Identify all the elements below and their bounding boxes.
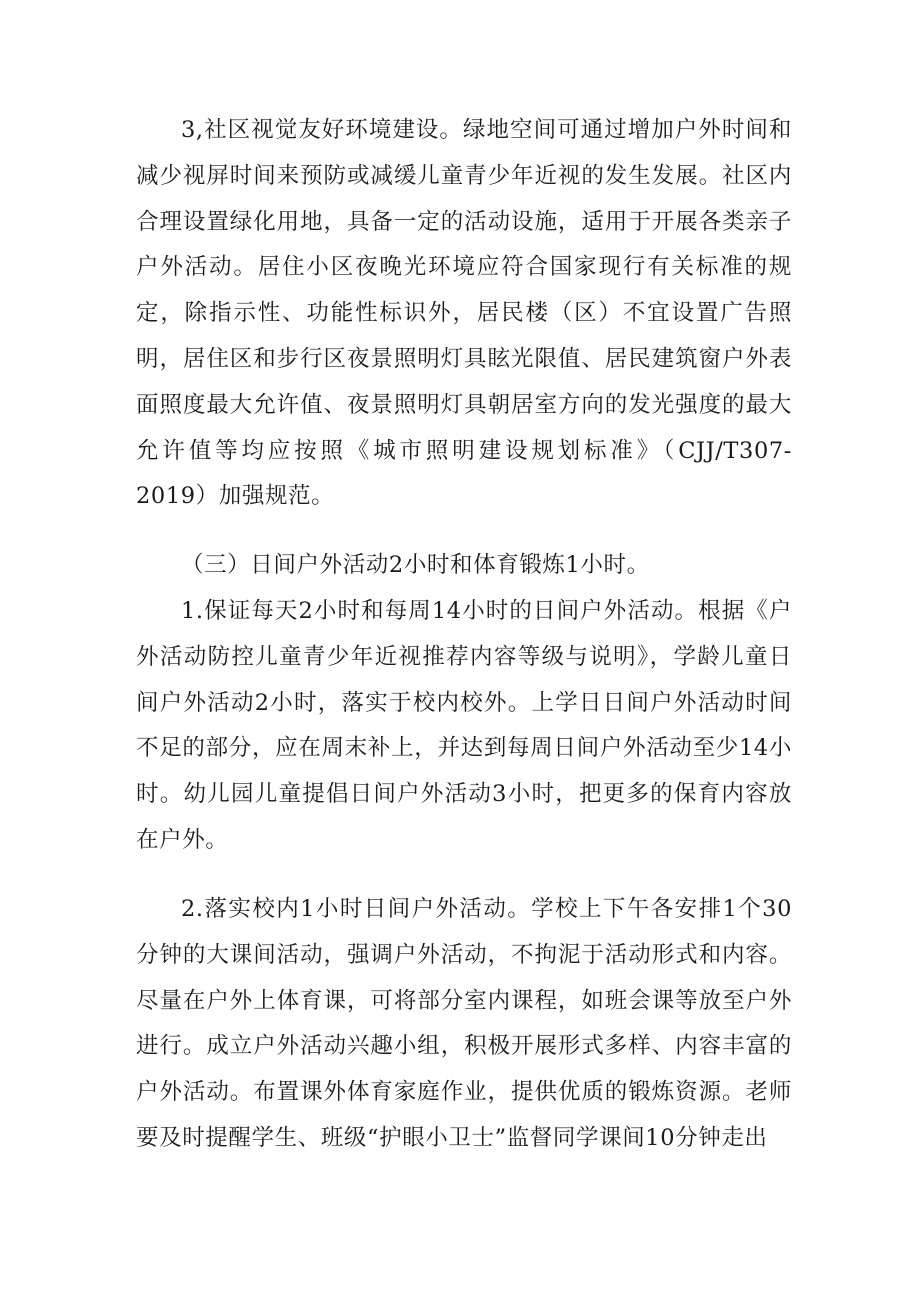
section-heading-outdoor-activity: （三）日间户外活动2小时和体育锻炼1小时。 — [181, 552, 650, 578]
paragraph-community-visual-environment: 3,社区视觉友好环境建设。绿地空间可通过增加户外时间和减少视屏时间来预防或减缓儿童青少年近视的发生发展。社区内合理设置绿化用地，具备一定的活动设施，适用于开展各类亲子户外活动。居住小区夜晚光环境应符合国家现行有关标准的规定，除指示性、功能性标识外，居民楼（区）不宜设置广告照明，居住区和步行区夜景照明灯具眩光限值、居民建筑窗户外表面照度最大允许值、夜景照明灯具朝居室方向的发光强度的最大允许值等均应按照《城市照明建设规划标准》（CJJ/T307-2019）加强规范。 — [136, 117, 792, 510]
paragraph-school-outdoor-activity: 2.落实校内1小时日间户外活动。学校上下午各安排1个30分钟的大课间活动，强调户外活动，不拘泥于活动形式和内容。尽量在户外上体育课，可将部分室内课程，如班会课等放至户外进行。成立户外活动兴趣小组，积极开展形式多样、内容丰富的户外活动。布置课外体育家庭作业，提供优质的锻炼资源。老师要及时提醒学生、班级“护眼小卫士”监督同学课间10分钟走出 — [136, 896, 792, 1151]
paragraph-daily-outdoor-activity: 1.保证每天2小时和每周14小时的日间户外活动。根据《户外活动防控儿童青少年近视推荐内容等级与说明》，学龄儿童日间户外活动2小时，落实于校内校外。上学日日间户外活动时间不足的部分，应在周末补上，并达到每周日间户外活动至少14小时。幼儿园儿童提倡日间户外活动3小时，把更多的保育内容放在户外。 — [136, 598, 792, 853]
